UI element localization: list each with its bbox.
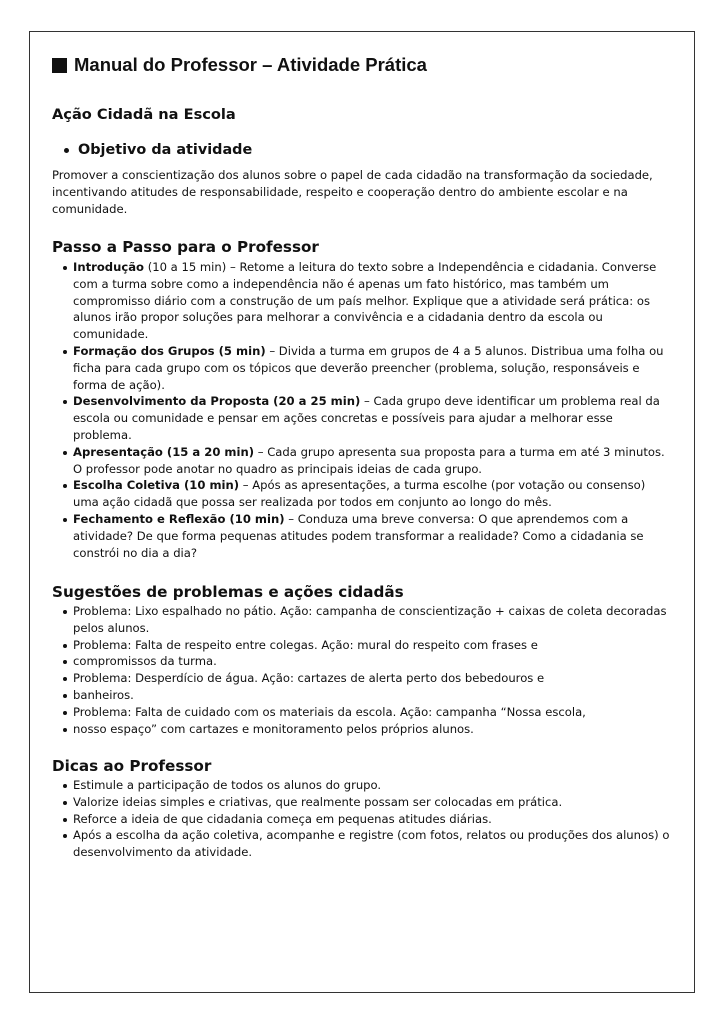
suggestion-item: Problema: Falta de respeito entre colegas. Ação: mural do respeito com frases e xyxy=(52,637,672,654)
tip-item: Estimule a participação de todos os alunos do grupo. xyxy=(52,777,672,794)
step-text: (10 a 15 min) – Retome a leitura do texto sobre a Independência e cidadania. Converse com a turma sobre como a independência não é apenas um fato histórico, mas também um compromisso diário com a construção de um país melhor. Explique que a atividade será prática: os alunos irão propor soluções para melhorar a convivência e a cidadania dentro da escola ou comunidade. xyxy=(73,260,657,342)
suggestion-item: Problema: Falta de cuidado com os materiais da escola. Ação: campanha “Nossa escola, xyxy=(52,704,672,721)
suggestions-title: Sugestões de problemas e ações cidadãs xyxy=(52,583,404,601)
tips-title: Dicas ao Professor xyxy=(52,757,212,775)
suggestion-item: Problema: Lixo espalhado no pátio. Ação: campanha de conscientização + caixas de coleta decoradas pelos alunos. xyxy=(52,603,672,637)
step-label: Fechamento e Reflexão (10 min) xyxy=(73,511,285,526)
page-title xyxy=(52,52,672,78)
step-text: – Cada grupo deve identificar um problema real da escola ou comunidade e pensar em ações concretas e possíveis para ajudar a melhorar esse problema. xyxy=(73,394,660,442)
step-label: Apresentação (15 a 20 min) xyxy=(73,444,255,459)
bullet-icon xyxy=(64,148,69,153)
step-text: – Conduza uma breve conversa: O que aprendemos com a atividade? De que forma pequenas atitudes podem transformar a realidade? Como a cidadania se constrói no dia a dia? xyxy=(73,511,644,560)
step-label: Desenvolvimento da Proposta (20 a 25 min) xyxy=(73,394,361,409)
suggestion-item: nosso espaço” com cartazes e monitoramento pelos próprios alunos. xyxy=(52,721,672,738)
objective-text: Promover a conscientização dos alunos sobre o papel de cada cidadão na transformação da sociedade, incentivando atitudes de responsabilidade, respeito e cooperação dentro do ambiente escolar e na comunidade. xyxy=(52,168,653,216)
step-text: – Cada grupo apresenta sua proposta para a turma em até 3 minutos. O professor pode anotar no quadro as principais ideias de cada grupo. xyxy=(73,444,665,476)
step-text: – Após as apresentações, a turma escolhe (por votação ou consenso) uma ação cidadã que possa ser realizada por todos em conjunto ao longo do mês. xyxy=(73,478,646,510)
step-text: – Divida a turma em grupos de 4 a 5 alunos. Distribua uma folha ou ficha para cada grupo com os tópicos que deverão preencher (problema, solução, responsáveis e forma de ação). xyxy=(73,343,664,392)
suggestion-item: banheiros. xyxy=(52,687,672,704)
step-label: Escolha Coletiva (10 min) xyxy=(73,478,240,493)
objective-title xyxy=(64,142,252,158)
document-content xyxy=(52,52,672,860)
step-label: Introdução xyxy=(73,260,145,274)
steps-title: Passo a Passo para o Professor xyxy=(52,238,319,256)
objective-title-text: Objetivo da atividade xyxy=(78,142,253,158)
steps-list xyxy=(52,259,672,561)
step-item xyxy=(52,511,672,561)
suggestions-list xyxy=(52,603,672,737)
page-title-text: Manual do Professor – Atividade Prática xyxy=(74,54,427,75)
tip-item: Reforce a ideia de que cidadania começa em pequenas atitudes diárias. xyxy=(52,811,672,828)
square-bullet-icon xyxy=(52,58,67,73)
suggestion-item: compromissos da turma. xyxy=(52,653,672,670)
tip-item: Após a escolha da ação coletiva, acompanhe e registre (com fotos, relatos ou produções dos alunos) o desenvolvimento da atividade. xyxy=(52,827,672,861)
step-label: Formação dos Grupos (5 min) xyxy=(73,343,266,358)
activity-heading: Ação Cidadã na Escola xyxy=(52,106,236,123)
suggestion-item: Problema: Desperdício de água. Ação: cartazes de alerta perto dos bebedouros e xyxy=(52,670,672,687)
step-item xyxy=(52,444,672,478)
step-item xyxy=(52,259,672,343)
step-item xyxy=(52,393,672,443)
step-item xyxy=(52,343,672,393)
tip-item: Valorize ideias simples e criativas, que realmente possam ser colocadas em prática. xyxy=(52,794,672,811)
step-item xyxy=(52,477,672,511)
tips-list xyxy=(52,777,672,861)
